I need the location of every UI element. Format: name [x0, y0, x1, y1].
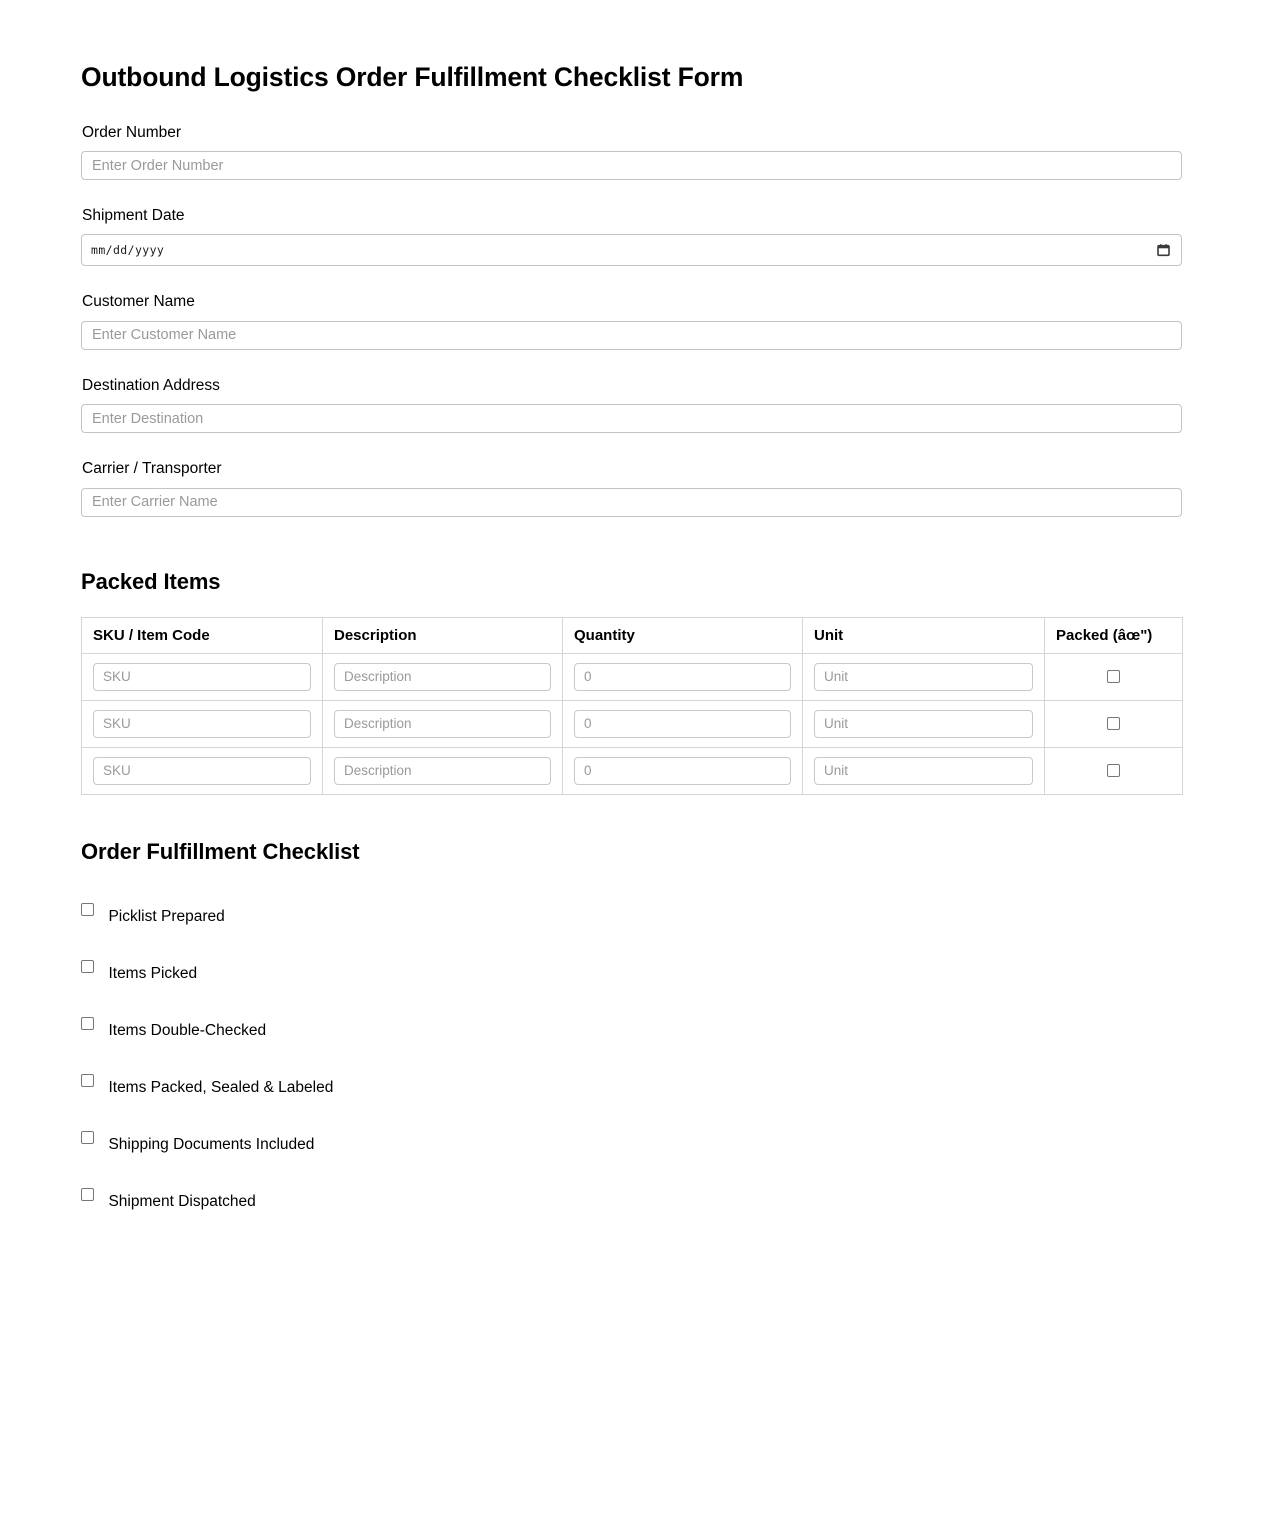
label-destination-address: Destination Address — [82, 376, 220, 394]
column-header-quantity: Quantity — [563, 617, 803, 653]
calendar-icon[interactable] — [1157, 244, 1170, 257]
column-header-description: Description — [323, 617, 563, 653]
cell-unit — [803, 700, 1045, 747]
sku-input-row-3[interactable] — [93, 757, 311, 785]
field-destination-address — [81, 376, 1183, 433]
cell-packed — [1045, 747, 1183, 794]
carrier-input[interactable] — [81, 488, 1182, 517]
checklist-label: Shipping Documents Included — [108, 1135, 315, 1153]
checkbox-shipping-documents-included[interactable] — [81, 1131, 94, 1144]
quantity-input-row-2[interactable] — [574, 710, 791, 738]
field-order-number — [81, 123, 1183, 180]
checklist-label: Shipment Dispatched — [108, 1192, 256, 1210]
checklist-item-shipment-dispatched[interactable] — [81, 1194, 1183, 1210]
table-row — [82, 747, 1183, 794]
packed-items-table — [81, 617, 1183, 795]
label-shipment-date: Shipment Date — [82, 207, 185, 225]
packed-checkbox-row-3[interactable] — [1107, 764, 1120, 777]
packed-checkbox-row-2[interactable] — [1107, 717, 1120, 730]
table-header-row — [82, 617, 1183, 653]
packed-checkbox-row-1[interactable] — [1107, 670, 1120, 683]
cell-description — [323, 700, 563, 747]
checklist-label: Items Picked — [108, 964, 198, 982]
cell-packed — [1045, 700, 1183, 747]
cell-packed — [1045, 653, 1183, 700]
field-customer-name — [81, 292, 1183, 349]
sku-input-row-1[interactable] — [93, 663, 311, 691]
checkbox-items-picked[interactable] — [81, 960, 94, 973]
sku-input-row-2[interactable] — [93, 710, 311, 738]
unit-input-row-2[interactable] — [814, 710, 1033, 738]
quantity-input-row-3[interactable] — [574, 757, 791, 785]
cell-sku — [82, 653, 323, 700]
cell-description — [323, 747, 563, 794]
unit-input-row-3[interactable] — [814, 757, 1033, 785]
checkbox-items-double-checked[interactable] — [81, 1017, 94, 1030]
cell-unit — [803, 653, 1045, 700]
cell-sku — [82, 700, 323, 747]
order-number-input[interactable] — [81, 151, 1182, 180]
checklist-item-shipping-documents-included[interactable] — [81, 1137, 1183, 1153]
cell-quantity — [563, 653, 803, 700]
shipment-date-input[interactable] — [81, 234, 1182, 266]
checklist-label: Items Packed, Sealed & Labeled — [108, 1078, 334, 1096]
cell-quantity — [563, 747, 803, 794]
checklist-item-picklist-prepared[interactable] — [81, 909, 1183, 925]
cell-description — [323, 653, 563, 700]
table-row — [82, 653, 1183, 700]
cell-quantity — [563, 700, 803, 747]
checkbox-shipment-dispatched[interactable] — [81, 1188, 94, 1201]
cell-sku — [82, 747, 323, 794]
description-input-row-2[interactable] — [334, 710, 551, 738]
page-title: Outbound Logistics Order Fulfillment Checklist Form — [81, 62, 744, 92]
unit-input-row-1[interactable] — [814, 663, 1033, 691]
customer-name-input[interactable] — [81, 321, 1182, 350]
table-row — [82, 700, 1183, 747]
cell-unit — [803, 747, 1045, 794]
quantity-input-row-1[interactable] — [574, 663, 791, 691]
checklist-item-items-double-checked[interactable] — [81, 1023, 1183, 1039]
column-header-packed: Packed (âœ") — [1045, 617, 1183, 653]
checklist-item-items-packed-sealed-labeled[interactable] — [81, 1080, 1183, 1096]
column-header-sku: SKU / Item Code — [82, 617, 323, 653]
date-format-hint: mm/dd/yyyy — [91, 243, 165, 258]
field-carrier — [81, 459, 1183, 516]
column-header-unit: Unit — [803, 617, 1045, 653]
checklist-heading: Order Fulfillment Checklist — [81, 838, 360, 864]
checkbox-items-packed-sealed-labeled[interactable] — [81, 1074, 94, 1087]
checklist-label: Items Double-Checked — [108, 1021, 267, 1039]
packed-items-heading: Packed Items — [81, 568, 221, 594]
checklist-group — [81, 909, 1183, 1210]
label-carrier: Carrier / Transporter — [82, 460, 222, 478]
destination-address-input[interactable] — [81, 404, 1182, 433]
checklist-label: Picklist Prepared — [108, 907, 225, 925]
checkbox-picklist-prepared[interactable] — [81, 903, 94, 916]
description-input-row-1[interactable] — [334, 663, 551, 691]
label-customer-name: Customer Name — [82, 293, 195, 311]
description-input-row-3[interactable] — [334, 757, 551, 785]
field-shipment-date — [81, 206, 1183, 266]
label-order-number: Order Number — [82, 123, 182, 141]
checklist-item-items-picked[interactable] — [81, 966, 1183, 982]
